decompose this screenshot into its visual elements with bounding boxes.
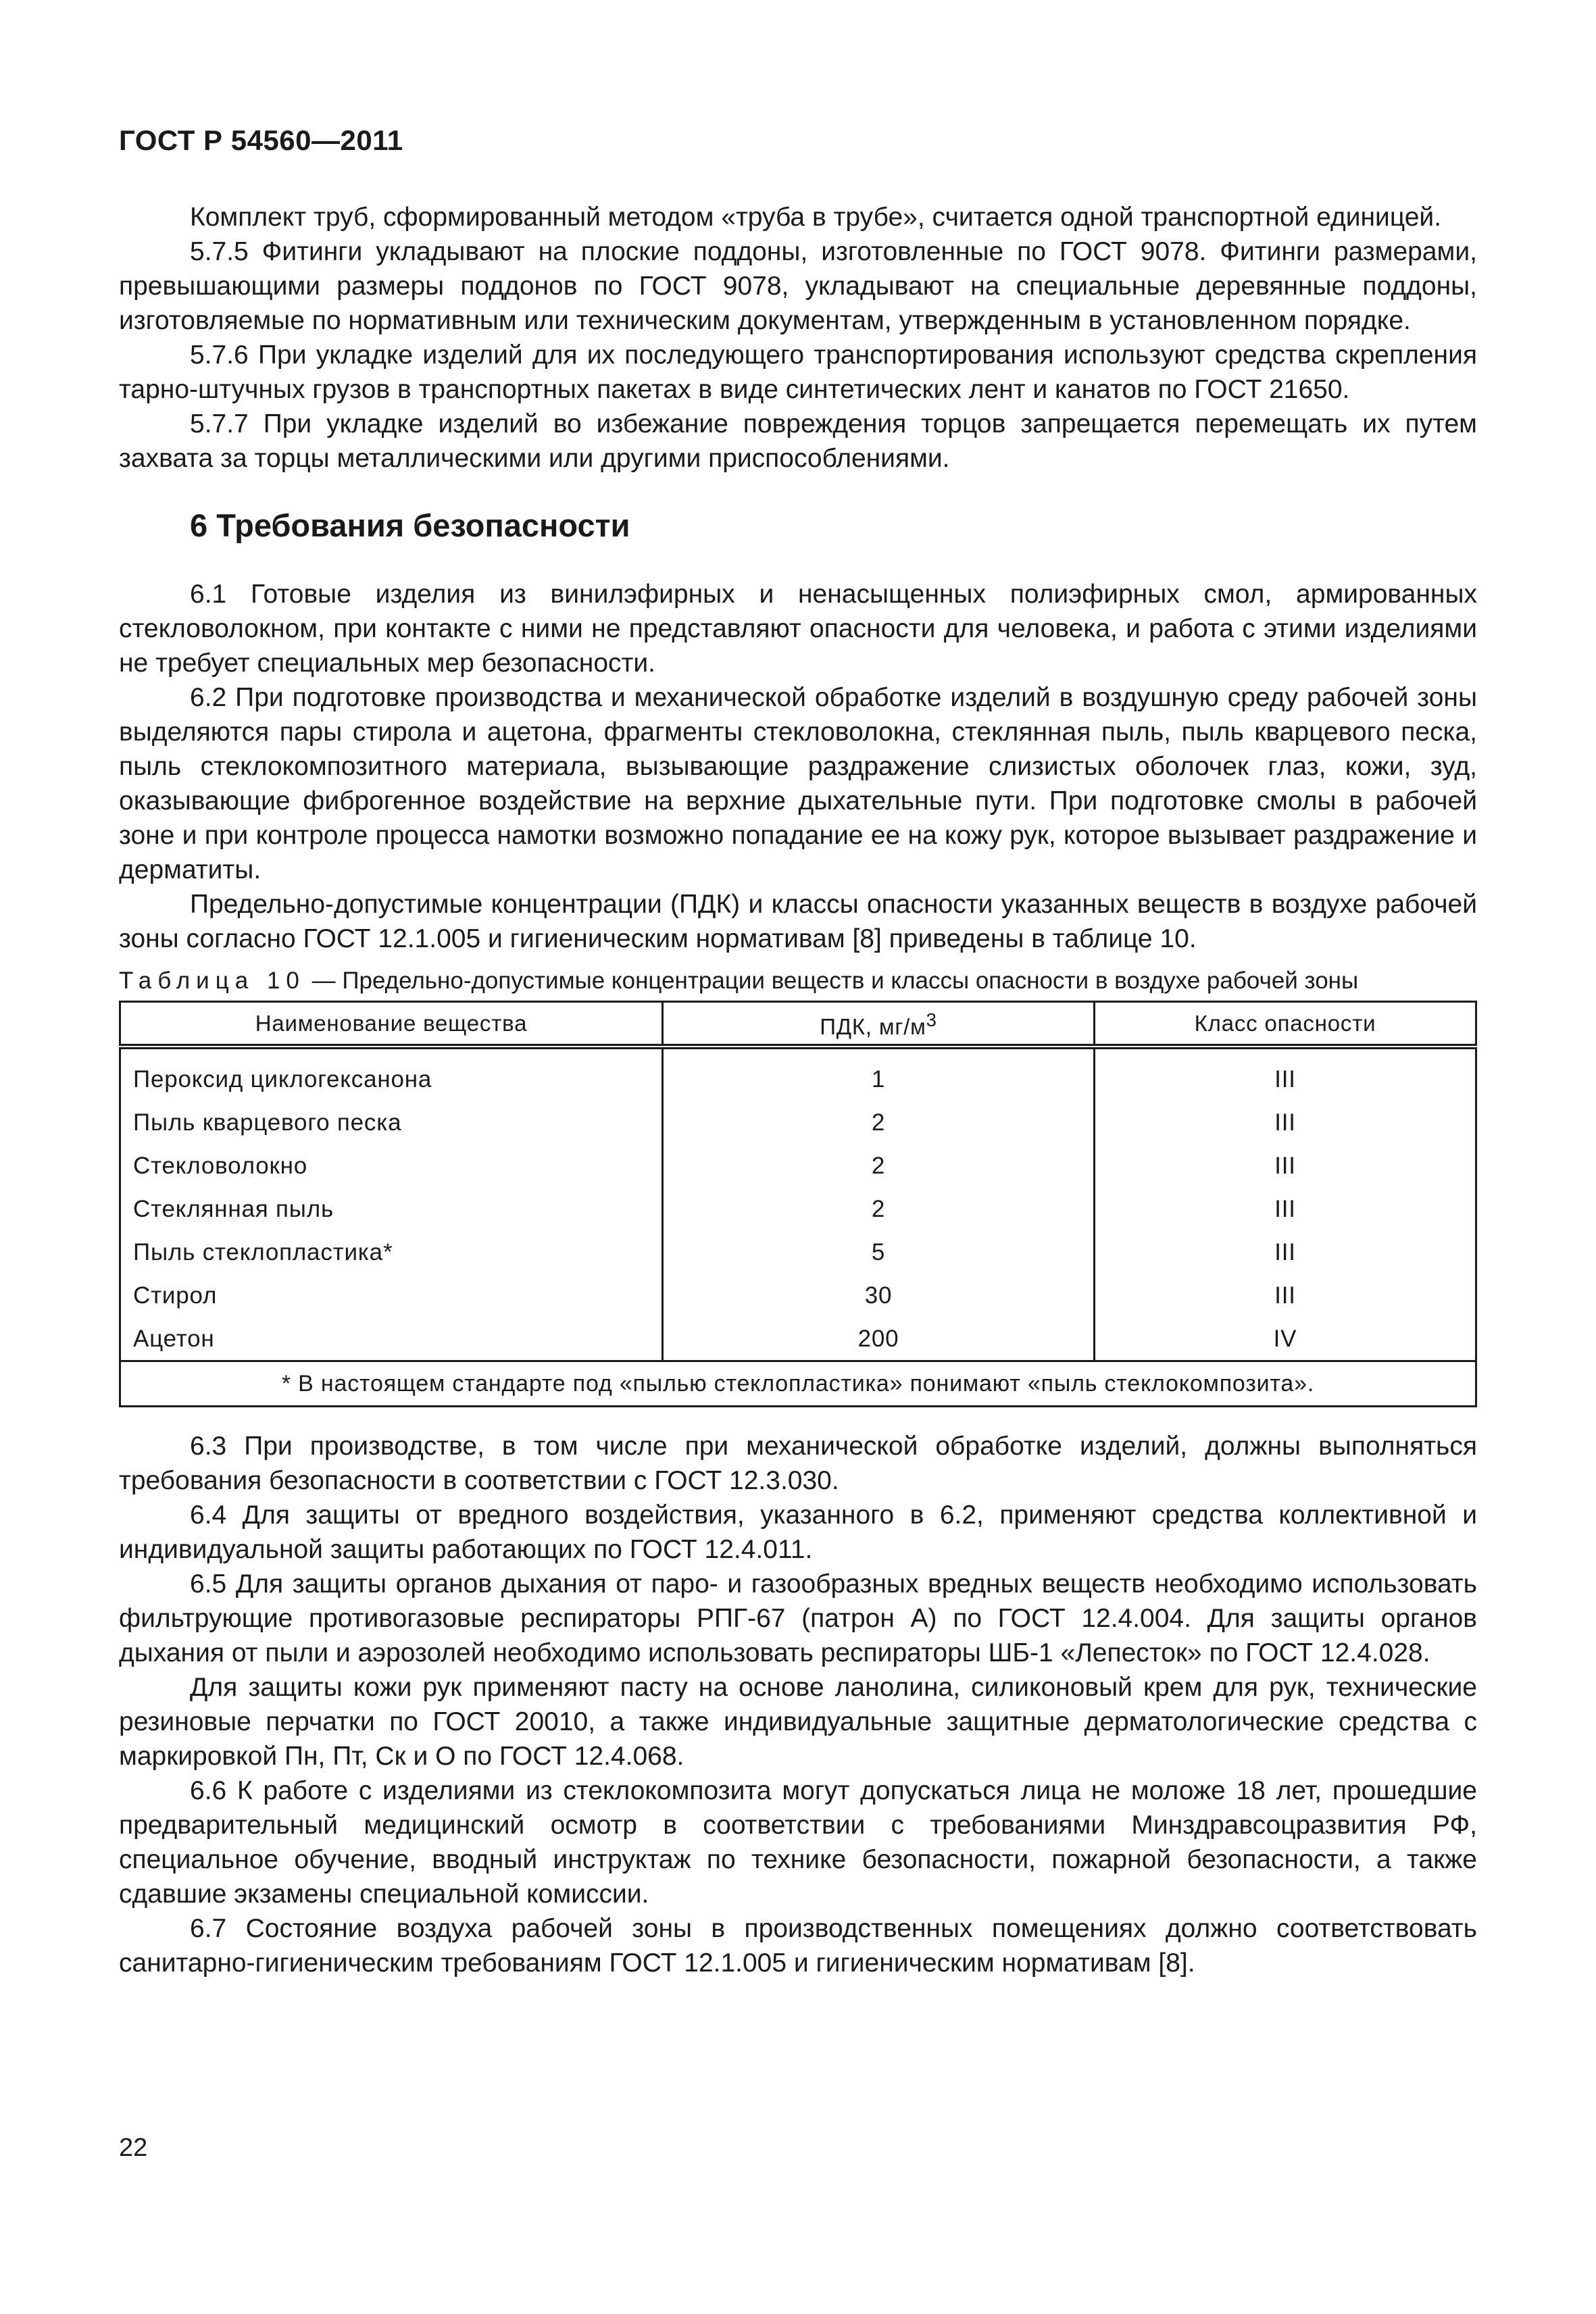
cell-class: III [1095, 1230, 1476, 1274]
page-number: 22 [119, 2134, 148, 2162]
cell-substance: Ацетон [120, 1317, 663, 1361]
table-footnote-row [120, 1361, 1476, 1407]
cell-class: III [1095, 1187, 1476, 1230]
cell-pdk: 2 [663, 1187, 1095, 1230]
paragraph-6-6: 6.6 К работе с изделиями из стеклокомпозита могут допускаться лица не моложе 18 лет, прошедшие предварительный медицинский осмотр в соответствии с требованиями Минздравсоцразвития РФ, специальное обучение, вводный инструктаж по технике безопасности, пожарной безопасности, а также сдавшие экзамены специальной комиссии. [119, 1776, 1477, 1909]
cell-pdk: 1 [663, 1047, 1095, 1101]
paragraph: Комплект труб, сформированный методом «труба в трубе», считается одной транспортной единицей. [190, 203, 1442, 232]
cell-pdk: 2 [663, 1144, 1095, 1187]
document-code: ГОСТ Р 54560—2011 [119, 124, 403, 156]
cell-pdk: 30 [663, 1274, 1095, 1317]
paragraph-6-2: 6.2 При подготовке производства и механической обработке изделий в воздушную среду рабочей зоны выделяются пары стирола и ацетона, фрагменты стекловолокна, стеклянная пыль, пыль кварцевого песка, пыль стеклокомпозитного материала, вызывающие раздражение слизистых оболочек глаз, кожи, зуд, оказывающие фиброгенное воздействие на верхние дыхательные пути. При подготовке смолы в рабочей зоне и при контроле процесса намотки возможно попадание ее на кожу рук, которое вызывает раздражение и дерматиты. [119, 683, 1477, 884]
cell-pdk: 200 [663, 1317, 1095, 1361]
header-pdk [663, 1002, 1095, 1047]
cell-substance: Пыль стеклопластика* [120, 1230, 663, 1274]
table-header-row [120, 1002, 1476, 1047]
cell-substance: Пероксид циклогексанона [120, 1047, 663, 1101]
document-body [119, 200, 1477, 1980]
table-caption-text: — Предельно-допустимые концентрации веществ и классы опасности в воздухе рабочей зоны [305, 967, 1359, 994]
header-pdk-sup: 3 [926, 1009, 937, 1030]
header-substance: Наименование вещества [120, 1002, 663, 1047]
table-caption-label: Таблица 10 [119, 967, 305, 994]
paragraph-6-5: 6.5 Для защиты органов дыхания от паро- и газообразных вредных веществ необходимо использовать фильтрующие противогазовые респираторы РПГ-67 (патрон А) по ГОСТ 12.4.004. Для защиты органов дыхания от пыли и аэрозолей необходимо использовать респираторы ШБ-1 «Лепесток» по ГОСТ 12.4.028. [119, 1569, 1477, 1667]
cell-class: III [1095, 1047, 1476, 1101]
cell-class: III [1095, 1101, 1476, 1144]
table-row [120, 1101, 1476, 1144]
paragraph-skin-protection: Для защиты кожи рук применяют пасту на основе ланолина, силиконовый крем для рук, технические резиновые перчатки по ГОСТ 20010, а также индивидуальные защитные дерматологические средства с маркировкой Пн, Пт, Ск и О по ГОСТ 12.4.068. [119, 1673, 1477, 1771]
table-row [120, 1144, 1476, 1187]
paragraph-5-7-7: 5.7.7 При укладке изделий во избежание повреждения торцов запрещается перемещать их путем захвата за торцы металлическими или другими приспособлениями. [119, 409, 1477, 473]
paragraph-6-3: 6.3 При производстве, в том числе при механической обработке изделий, должны выполняться требования безопасности в соответствии с ГОСТ 12.3.030. [119, 1432, 1477, 1495]
table-row [120, 1274, 1476, 1317]
paragraph-5-7-6: 5.7.6 При укладке изделий для их последующего транспортирования используют средства скрепления тарно-штучных грузов в транспортных пакетах в виде синтетических лент и канатов по ГОСТ 21650. [119, 341, 1477, 404]
cell-substance: Стирол [120, 1274, 663, 1317]
cell-substance: Пыль кварцевого песка [120, 1101, 663, 1144]
paragraph-pdk: Предельно-допустимые концентрации (ПДК) и классы опасности указанных веществ в воздухе рабочей зоны согласно ГОСТ 12.1.005 и гигиеническим нормативам [8] приведены в таблице 10. [119, 890, 1477, 953]
table-row [120, 1317, 1476, 1361]
table-row [120, 1187, 1476, 1230]
cell-class: IV [1095, 1317, 1476, 1361]
cell-class: III [1095, 1144, 1476, 1187]
cell-pdk: 2 [663, 1101, 1095, 1144]
cell-class: III [1095, 1274, 1476, 1317]
cell-substance: Стеклянная пыль [120, 1187, 663, 1230]
paragraph-6-7: 6.7 Состояние воздуха рабочей зоны в производственных помещениях должно соответствовать санитарно-гигиеническим требованиям ГОСТ 12.1.005 и гигиеническим нормативам [8]. [119, 1914, 1477, 1978]
cell-pdk: 5 [663, 1230, 1095, 1274]
table-row [120, 1047, 1476, 1101]
table-footnote: * В настоящем стандарте под «пылью стеклопластика» понимают «пыль стеклокомпозита». [120, 1361, 1476, 1407]
cell-substance: Стекловолокно [120, 1144, 663, 1187]
table-row [120, 1230, 1476, 1274]
section-heading: 6 Требования безопасности [190, 507, 630, 543]
hazard-table [119, 1001, 1477, 1407]
table-caption [119, 964, 1477, 998]
header-hazard-class: Класс опасности [1095, 1002, 1476, 1047]
header-pdk-label: ПДК, мг/м [820, 1014, 926, 1039]
paragraph-6-1: 6.1 Готовые изделия из винилэфирных и ненасыщенных полиэфирных смол, армированных стекловолокном, при контакте с ними не представляют опасности для человека, и работа с этими изделиями не требует специальных мер безопасности. [119, 580, 1477, 678]
paragraph-5-7-5: 5.7.5 Фитинги укладывают на плоские поддоны, изготовленные по ГОСТ 9078. Фитинги размерами, превышающими размеры поддонов по ГОСТ 9078, укладывают на специальные деревянные поддоны, изготовляемые по нормативным или техническим документам, утвержденным в установленном порядке. [119, 237, 1477, 335]
paragraph-6-4: 6.4 Для защиты от вредного воздействия, указанного в 6.2, применяют средства коллективной и индивидуальной защиты работающих по ГОСТ 12.4.011. [119, 1501, 1477, 1564]
